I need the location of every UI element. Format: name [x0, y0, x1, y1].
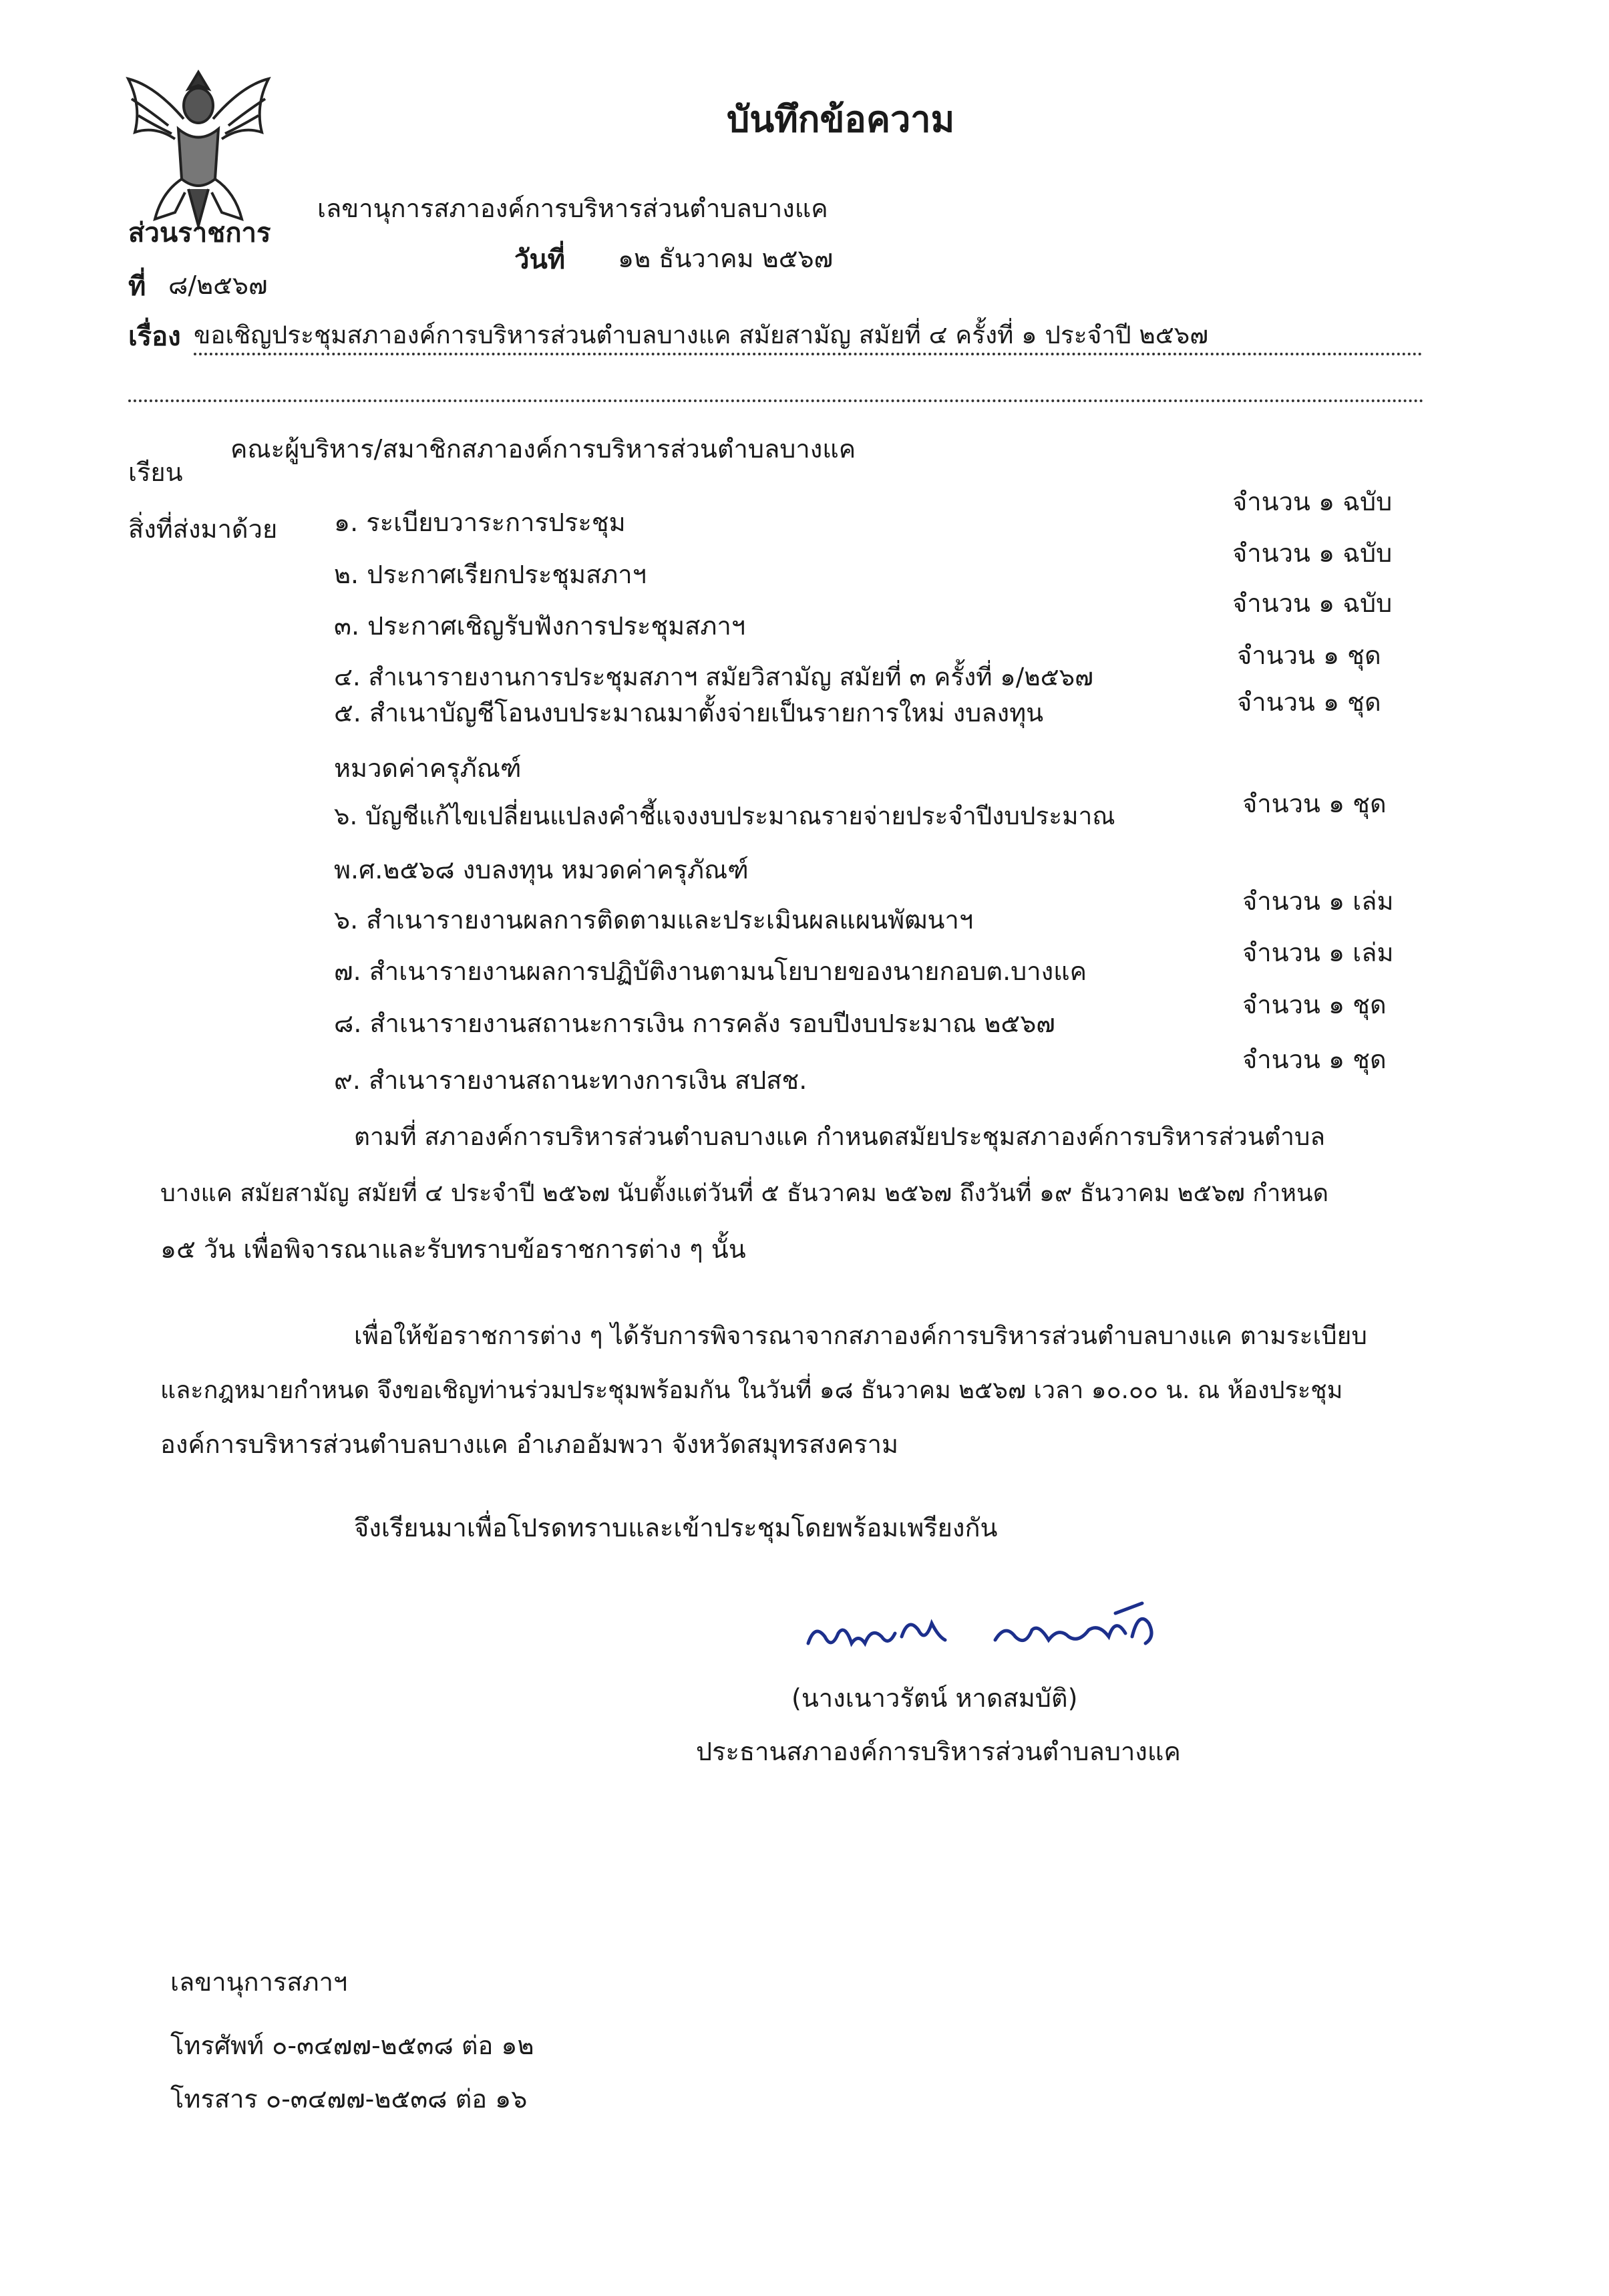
enclosure-item-text: ๕. สำเนาบัญชีโอนงบประมาณมาตั้งจ่ายเป็นรายการใหม่ งบลงทุน: [334, 698, 1044, 727]
enclosure-item-qty: จำนวน ๑ เล่ม: [1242, 886, 1394, 916]
body-paragraph-line: ๑๕ วัน เพื่อพิจารณาและรับทราบข้อราชการต่าง ๆ นั้น: [160, 1235, 746, 1264]
subject-label: เรื่อง: [128, 321, 181, 352]
enclosure-item-qty: จำนวน ๑ ชุด: [1242, 990, 1387, 1019]
enclosure-item-text: ๔. สำเนารายงานการประชุมสภาฯ สมัยวิสามัญ สมัยที่ ๓ ครั้งที่ ๑/๒๕๖๗: [334, 663, 1093, 691]
header-dotted-rule: [128, 399, 1424, 402]
memo-title: บันทึกข้อความ: [727, 98, 955, 140]
enclosure-item-qty: จำนวน ๑ ฉบับ: [1232, 487, 1393, 516]
department-label: ส่วนราชการ: [128, 218, 271, 249]
enclosure-item-text: ๖. บัญชีแก้ไขเปลี่ยนแปลงคำชี้แจงงบประมาณรายจ่ายประจำปีงบประมาณ: [334, 802, 1115, 830]
enclosure-item-text: ๖. สำเนารายงานผลการติดตามและประเมินผลแผนพัฒนาฯ: [334, 905, 974, 935]
department-value: เลขานุการสภาองค์การบริหารส่วนตำบลบางแค: [317, 194, 828, 223]
enclosures-label: สิ่งที่ส่งมาด้วย: [128, 514, 278, 544]
footer-office: เลขานุการสภาฯ: [170, 1967, 348, 1997]
enclosure-item-text: ๘. สำเนารายงานสถานะการเงิน การคลัง รอบปีงบประมาณ ๒๕๖๗: [334, 1009, 1055, 1038]
subject-dotted-line: [194, 353, 1423, 355]
reference-label: ที่: [128, 271, 146, 302]
body-paragraph-line: และกฎหมายกำหนด จึงขอเชิญท่านร่วมประชุมพร้อมกัน ในวันที่ ๑๘ ธันวาคม ๒๕๖๗ เวลา ๑๐.๐๐ น. ณ ห้องประชุม: [160, 1377, 1343, 1404]
enclosure-item-continuation: หมวดค่าครุภัณฑ์: [334, 754, 522, 783]
body-paragraph-line: ตามที่ สภาองค์การบริหารส่วนตำบลบางแค กำหนดสมัยประชุมสภาองค์การบริหารส่วนตำบล: [354, 1122, 1326, 1151]
addressee-label: เรียน: [128, 458, 183, 487]
signatory-name: (นางเนาวรัตน์ หาดสมบัติ): [791, 1683, 1078, 1713]
enclosure-item-text: ๑. ระเบียบวาระการประชุม: [334, 508, 626, 537]
garuda-emblem-icon: [115, 59, 282, 232]
body-paragraph-line: เพื่อให้ข้อราชการต่าง ๆ ได้รับการพิจารณาจากสภาองค์การบริหารส่วนตำบลบางแค ตามระเบียบ: [354, 1321, 1367, 1350]
footer-fax: โทรสาร ๐-๓๔๗๗-๒๕๓๘ ต่อ ๑๖: [170, 2084, 528, 2114]
closing-line: จึงเรียนมาเพื่อโปรดทราบและเข้าประชุมโดยพร้อมเพรียงกัน: [354, 1513, 998, 1542]
footer-phone: โทรศัพท์ ๐-๓๔๗๗-๒๕๓๘ ต่อ ๑๒: [170, 2031, 534, 2060]
enclosure-item-continuation: พ.ศ.๒๕๖๘ งบลงทุน หมวดค่าครุภัณฑ์: [334, 855, 749, 884]
body-paragraph-line: องค์การบริหารส่วนตำบลบางแค อำเภออัมพวา จังหวัดสมุทรสงคราม: [160, 1430, 899, 1459]
enclosure-item-qty: จำนวน ๑ ชุด: [1237, 687, 1381, 717]
enclosure-item-text: ๙. สำเนารายงานสถานะทางการเงิน สปสช.: [334, 1065, 808, 1095]
enclosure-item-qty: จำนวน ๑ เล่ม: [1242, 938, 1394, 967]
date-label: วันที่: [514, 244, 566, 275]
addressee-value: คณะผู้บริหาร/สมาชิกสภาองค์การบริหารส่วนตำบลบางแค: [230, 434, 856, 464]
enclosure-item-qty: จำนวน ๑ ชุด: [1242, 789, 1387, 818]
enclosure-item-qty: จำนวน ๑ ชุด: [1242, 1045, 1387, 1074]
enclosure-item-qty: จำนวน ๑ ชุด: [1237, 641, 1381, 670]
body-paragraph-line: บางแค สมัยสามัญ สมัยที่ ๔ ประจำปี ๒๕๖๗ นับตั้งแต่วันที่ ๕ ธันวาคม ๒๕๖๗ ถึงวันที่ ๑๙ ธันวาคม ๒๕๖๗ กำหนด: [160, 1180, 1329, 1207]
handwritten-signature: [795, 1597, 1196, 1677]
enclosure-item-text: ๒. ประกาศเรียกประชุมสภาฯ: [334, 560, 647, 589]
enclosure-item-qty: จำนวน ๑ ฉบับ: [1232, 538, 1393, 568]
enclosure-item-text: ๗. สำเนารายงานผลการปฏิบัติงานตามนโยบายของนายกอบต.บางแค: [334, 957, 1087, 986]
reference-value: ๘/๒๕๖๗: [168, 271, 268, 300]
subject-value: ขอเชิญประชุมสภาองค์การบริหารส่วนตำบลบางแค สมัยสามัญ สมัยที่ ๔ ครั้งที่ ๑ ประจำปี ๒๕๖๗: [194, 321, 1209, 349]
date-value: ๑๒ ธันวาคม ๒๕๖๗: [618, 244, 834, 273]
enclosure-item-qty: จำนวน ๑ ฉบับ: [1232, 589, 1393, 618]
enclosure-item-text: ๓. ประกาศเชิญรับฟังการประชุมสภาฯ: [334, 611, 746, 641]
signatory-position: ประธานสภาองค์การบริหารส่วนตำบลบางแค: [696, 1737, 1181, 1766]
